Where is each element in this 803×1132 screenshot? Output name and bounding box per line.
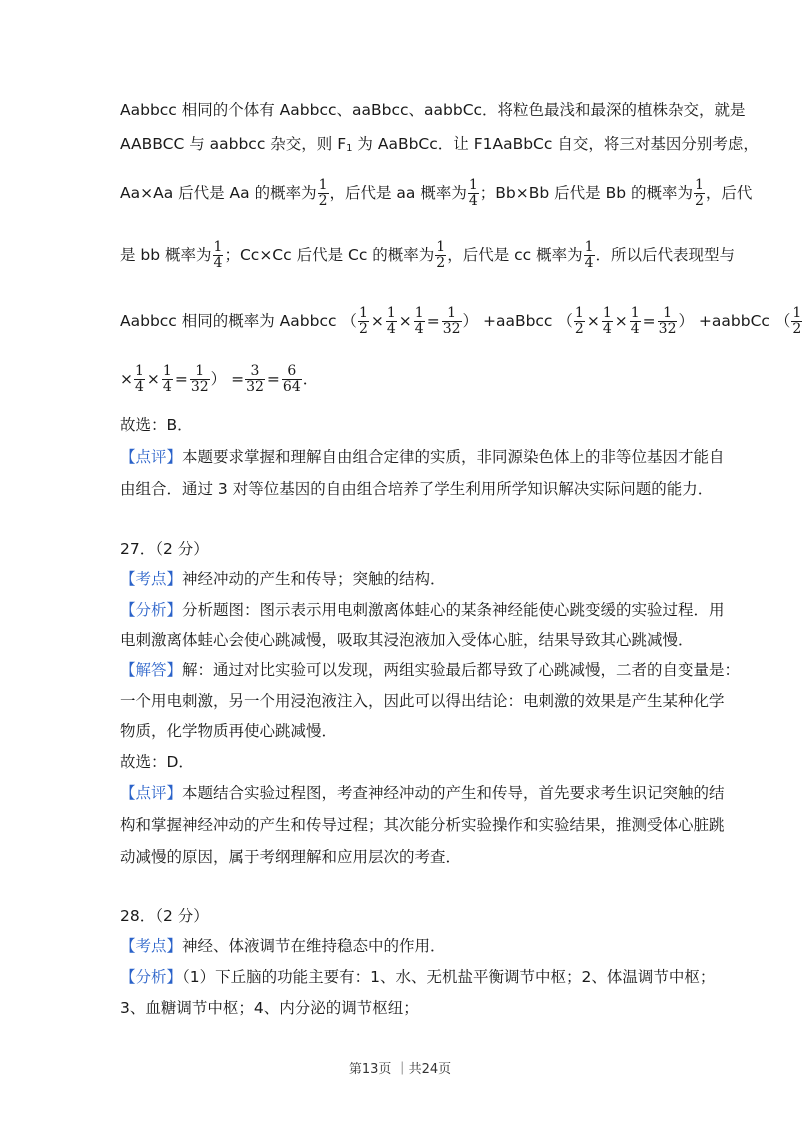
- p26-line-3: Aa×Aa 后代是 Aa 的概率为 $\frac{1}{2}$ ，后代是 aa 概率为 $\frac{1}{4}$ ；Bb×Bb 后代是 Bb 的概率为 $\frac{1}{2}$ ，后代: [120, 177, 753, 209]
- q28-header: 28．（2 分）: [120, 907, 209, 925]
- fraction-1-2: $\frac{1}{2}$: [436, 239, 446, 271]
- page-separator: ｜: [395, 1062, 409, 1077]
- p26-line-1: Aabbcc 相同的个体有 Aabbcc、aaBbcc、aabbCc．将粒色最浅和最深的植株杂交，就是: [120, 101, 746, 119]
- fraction-1-4: $\frac{1}{4}$: [213, 239, 223, 271]
- q28-fenxi-2: 3、血糖调节中枢；4、内分泌的调节枢纽；: [120, 999, 419, 1017]
- p26-line-2: AABBCC 与 aabbcc 杂交，则 $F_1$ 为 AaBbCc．让 F1AaBbCc 自交，将三对基因分别考虑，: [120, 135, 759, 154]
- page-footer: [0, 1058, 800, 1077]
- q27-fenxi-2: 电刺激离体蛙心会使心跳减慢，吸取其浸泡液加入受体心脏，结果导致其心跳减慢．: [120, 631, 694, 649]
- p26-comment-line-1: 【点评】本题要求掌握和理解自由组合定律的实质，非同源染色体上的非等位基因才能自: [120, 448, 725, 466]
- q27-jieda-2: 一个用电刺激，另一个用浸泡液注入，因此可以得出结论：电刺激的效果是产生某种化学: [120, 692, 725, 710]
- q27-kaodian: 【考点】神经冲动的产生和传导；突触的结构．: [120, 570, 446, 588]
- q27-fenxi-1: 【分析】分析题图：图示表示用电刺激离体蛙心的某条神经能使心跳变缓的实验过程．用: [120, 601, 725, 619]
- p26-answer: 故选：B．: [120, 416, 193, 434]
- comment-tag: 【点评】: [120, 448, 183, 466]
- p26-comment-line-2: 由组合．通过 3 对等位基因的自由组合培养了学生利用所学知识解决实际问题的能力．: [120, 480, 714, 498]
- q27-dianping-3: 动减慢的原因，属于考纲理解和应用层次的考查．: [120, 848, 462, 866]
- q27-jieda-3: 物质，化学物质再使心跳减慢．: [120, 722, 338, 740]
- fraction-1-2: $\frac{1}{2}$: [694, 177, 704, 209]
- p26-line-5: Aabbcc 相同的概率为 Aabbcc （ $\frac{1}{2}$ × $\frac{1}{4}$ × $\frac{1}{4}$ = $\frac{1}{32}$ ） +aaBbcc （ $\frac{1}{2}$ × $\frac{1}{4}$ × $\frac{1}{4}$ = $\frac{1}{32}$ ） +aabbCc （ $\frac{1}{2}$: [120, 305, 802, 337]
- page-number: 第13页: [348, 1062, 392, 1077]
- fraction-1-4: $\frac{1}{4}$: [468, 177, 478, 209]
- q27-header: 27．（2 分）: [120, 540, 209, 558]
- page-total: 共24页: [408, 1062, 452, 1077]
- q27-jieda-1: 【解答】解：通过对比实验可以发现，两组实验最后都导致了心跳减慢，二者的自变量是：: [120, 661, 741, 679]
- fraction-1-4: $\frac{1}{4}$: [584, 239, 594, 271]
- fraction-1-2: $\frac{1}{2}$: [318, 177, 328, 209]
- q28-kaodian: 【考点】神经、体液调节在维持稳态中的作用．: [120, 937, 446, 955]
- p26-line-4: 是 bb 概率为 $\frac{1}{4}$ ；Cc×Cc 后代是 Cc 的概率为 $\frac{1}{2}$ ，后代是 cc 概率为 $\frac{1}{4}$ ．所以后代表现型与: [120, 239, 736, 271]
- q27-dianping-2: 构和掌握神经冲动的产生和传导过程；其次能分析实验操作和实验结果，推测受体心脏跳: [120, 816, 725, 834]
- p26-line-6: × $\frac{1}{4}$ × $\frac{1}{4}$ = $\frac{1}{32}$ ） = $\frac{3}{32}$ = $\frac{6}{64}$ ．: [120, 363, 319, 395]
- q27-dianping-1: 【点评】本题结合实验过程图，考查神经冲动的产生和传导，首先要求考生识记突触的结: [120, 784, 725, 802]
- q27-answer: 故选：D．: [120, 753, 194, 771]
- q28-fenxi-1: 【分析】（1）下丘脑的功能主要有：1、水、无机盐平衡调节中枢；2、体温调节中枢；: [120, 968, 716, 986]
